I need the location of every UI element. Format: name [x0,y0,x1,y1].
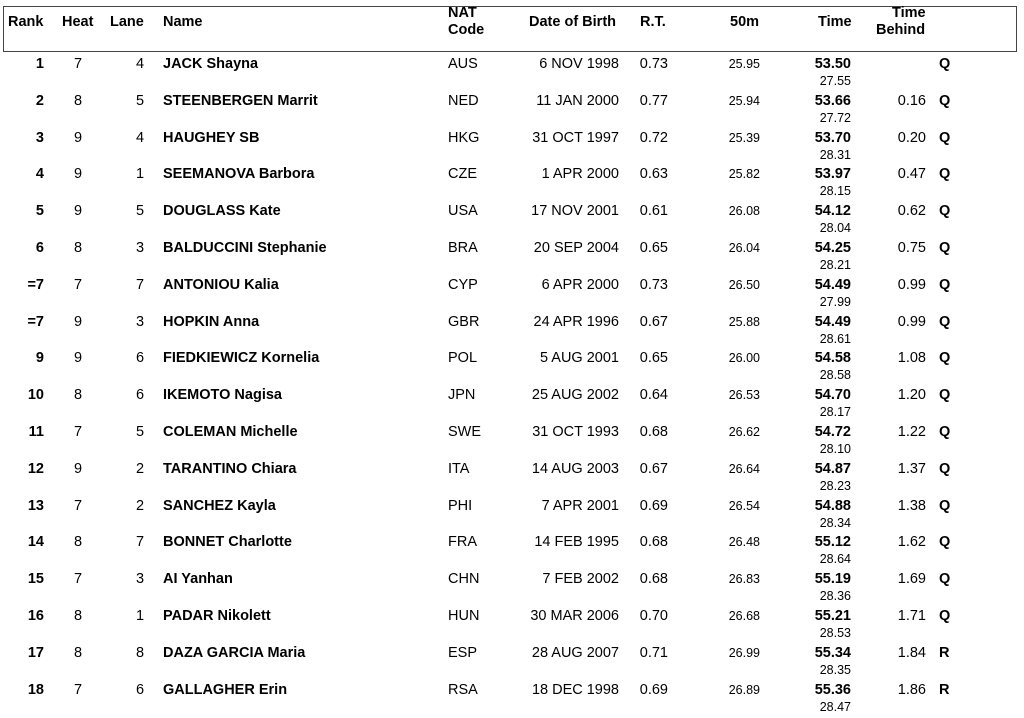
final-time: 55.21 [814,608,851,624]
split-50m: 26.99 [728,645,760,660]
final-time: 54.72 [814,424,851,440]
lane-cell: 6 [135,387,145,404]
lane-cell: 3 [135,240,145,256]
date-of-birth: 17 NOV 2001 [531,203,619,220]
table-row [0,166,1024,202]
second-split: 28.23 [819,478,851,493]
lane-cell: 3 [135,313,145,330]
final-time: 55.36 [814,681,851,698]
qualification-mark: Q [939,387,951,404]
date-of-birth: 7 FEB 2002 [542,571,619,588]
qualification-mark: Q [939,276,951,293]
athlete-name: STEENBERGEN Marrit [163,92,318,109]
table-row [0,314,1024,350]
nat-code: JPN [448,387,476,404]
athlete-name: SEEMANOVA Barbora [163,166,315,183]
final-time: 54.49 [814,313,851,330]
date-of-birth: 5 AUG 2001 [540,350,619,367]
header-50m: 50m [730,14,760,30]
header-dob: Date of Birth [529,14,616,30]
second-split: 28.34 [819,515,851,530]
rank-cell: 3 [35,129,44,146]
second-split: 28.36 [819,589,851,604]
split-50m: 26.89 [728,682,760,697]
reaction-time: 0.63 [639,166,668,183]
final-time: 53.50 [814,56,851,72]
athlete-name: DAZA GARCIA Maria [163,644,306,661]
table-row [0,387,1024,423]
lane-cell: 6 [135,681,145,698]
heat-cell: 7 [73,424,83,440]
date-of-birth: 20 SEP 2004 [533,240,619,256]
rank-cell: 14 [27,534,44,551]
second-split: 28.47 [819,699,851,714]
date-of-birth: 28 AUG 2007 [531,644,619,661]
second-split: 28.04 [819,221,851,236]
lane-cell: 3 [135,571,145,588]
heat-cell: 9 [73,129,83,146]
table-row [0,277,1024,313]
header-behind-line2: Behind [876,22,926,38]
date-of-birth: 11 JAN 2000 [536,92,619,109]
nat-code: HKG [448,129,480,146]
table-row [0,203,1024,239]
athlete-name: ANTONIOU Kalia [163,276,279,293]
qualification-mark: Q [939,313,951,330]
time-behind: 0.99 [897,313,926,330]
split-50m: 26.08 [728,204,760,219]
second-split: 28.10 [819,442,851,456]
split-50m: 26.48 [728,535,760,550]
date-of-birth: 14 FEB 1995 [534,534,619,551]
table-row [0,240,1024,276]
heat-cell: 7 [73,681,83,698]
qualification-mark: Q [939,350,951,367]
qualification-mark: R [939,681,950,698]
table-row [0,534,1024,570]
rank-cell: 15 [27,571,44,588]
split-50m: 25.94 [728,93,760,108]
lane-cell: 1 [135,608,145,624]
qualification-mark: Q [939,534,951,551]
split-50m: 26.62 [728,425,760,439]
qualification-mark: Q [939,424,951,440]
time-behind: 1.08 [897,350,926,367]
reaction-time: 0.68 [639,424,668,440]
reaction-time: 0.71 [639,644,668,661]
rank-cell: 6 [35,240,44,256]
athlete-name: HAUGHEY SB [163,129,260,146]
final-time: 54.70 [814,387,851,404]
second-split: 28.35 [819,662,851,677]
rank-cell: =7 [27,313,44,330]
second-split: 28.31 [819,147,851,162]
athlete-name: TARANTINO Chiara [163,460,297,477]
rank-cell: 4 [35,166,44,183]
lane-cell: 2 [135,497,145,514]
qualification-mark: Q [939,460,951,477]
heat-cell: 7 [73,276,83,293]
header-heat: Heat [62,14,94,30]
heat-cell: 8 [73,92,83,109]
header-nat-line2: Code [448,22,485,38]
time-behind: 1.84 [897,644,926,661]
qualification-mark: R [939,644,950,661]
date-of-birth: 18 DEC 1998 [531,681,619,698]
final-time: 54.58 [814,350,851,367]
rank-cell: 1 [35,56,44,72]
split-50m: 26.68 [728,609,760,623]
athlete-name: DOUGLASS Kate [163,203,281,220]
split-50m: 26.53 [728,388,760,403]
nat-code: ESP [448,644,478,661]
time-behind: 1.62 [897,534,926,551]
time-behind: 1.69 [897,571,926,588]
lane-cell: 8 [135,644,145,661]
table-row [0,645,1024,681]
nat-code: CHN [448,571,480,588]
second-split: 27.72 [819,110,851,125]
final-time: 54.88 [814,497,851,514]
qualification-mark: Q [939,571,951,588]
nat-code: FRA [448,534,477,551]
athlete-name: GALLAGHER Erin [163,681,288,698]
split-50m: 26.04 [728,241,760,255]
time-behind: 0.62 [897,203,926,220]
second-split: 28.61 [819,331,851,346]
reaction-time: 0.65 [639,240,668,256]
date-of-birth: 30 MAR 2006 [530,608,619,624]
time-behind: 1.20 [897,387,926,404]
second-split: 28.17 [819,405,851,420]
table-row [0,571,1024,607]
time-behind: 1.86 [897,681,926,698]
time-behind: 1.71 [897,608,926,624]
reaction-time: 0.73 [639,276,668,293]
qualification-mark: Q [939,56,951,72]
nat-code: POL [448,350,478,367]
nat-code: NED [448,92,479,109]
heat-cell: 9 [73,203,83,220]
rank-cell: 10 [27,387,44,404]
nat-code: ITA [448,460,470,477]
lane-cell: 5 [135,92,145,109]
rank-cell: 12 [27,460,44,477]
split-50m: 25.88 [728,314,760,329]
reaction-time: 0.70 [639,608,668,624]
date-of-birth: 31 OCT 1993 [532,424,619,440]
table-row [0,93,1024,129]
qualification-mark: Q [939,608,951,624]
reaction-time: 0.69 [639,497,668,514]
split-50m: 26.00 [728,351,760,366]
time-behind: 1.37 [897,460,926,477]
date-of-birth: 24 APR 1996 [533,313,619,330]
reaction-time: 0.61 [639,203,668,220]
heat-cell: 8 [73,608,83,624]
rank-cell: 16 [27,608,44,624]
final-time: 55.19 [814,571,851,588]
final-time: 54.25 [814,240,851,256]
rank-cell: 11 [28,424,44,440]
nat-code: CYP [448,276,478,293]
reaction-time: 0.67 [639,460,668,477]
nat-code: PHI [448,497,473,514]
second-split: 28.15 [819,184,851,199]
athlete-name: BALDUCCINI Stephanie [163,240,327,256]
date-of-birth: 7 APR 2001 [541,497,619,514]
athlete-name: FIEDKIEWICZ Kornelia [163,350,320,367]
athlete-name: IKEMOTO Nagisa [163,387,282,404]
table-row [0,608,1024,644]
second-split: 28.53 [819,626,851,640]
second-split: 28.21 [819,258,851,272]
qualification-mark: Q [939,166,951,183]
heat-cell: 7 [73,497,83,514]
reaction-time: 0.68 [639,571,668,588]
nat-code: AUS [448,56,478,72]
nat-code: HUN [448,608,480,624]
rank-cell: 2 [35,92,44,109]
lane-cell: 4 [135,129,145,146]
rank-cell: 13 [27,497,44,514]
nat-code: USA [448,203,478,220]
athlete-name: PADAR Nikolett [163,608,271,624]
header-nat-line1: NAT [448,5,477,21]
reaction-time: 0.77 [639,92,668,109]
qualification-mark: Q [939,129,951,146]
heat-cell: 9 [73,166,83,183]
reaction-time: 0.67 [639,313,668,330]
heat-cell: 9 [73,350,83,367]
date-of-birth: 25 AUG 2002 [531,387,619,404]
time-behind: 0.20 [897,129,926,146]
split-50m: 25.95 [728,57,760,71]
header-name: Name [163,14,203,30]
heat-cell: 8 [73,387,83,404]
header-behind-line1: Time [892,5,926,21]
heat-cell: 8 [73,644,83,661]
athlete-name: BONNET Charlotte [163,534,292,551]
date-of-birth: 1 APR 2000 [541,166,619,183]
split-50m: 26.83 [728,572,760,587]
lane-cell: 5 [135,424,145,440]
table-row [0,56,1024,92]
date-of-birth: 6 APR 2000 [541,276,619,293]
reaction-time: 0.65 [639,350,668,367]
final-time: 54.87 [814,460,851,477]
lane-cell: 7 [135,276,145,293]
time-behind: 1.22 [897,424,926,440]
nat-code: BRA [448,240,478,256]
qualification-mark: Q [939,497,951,514]
lane-cell: 7 [135,534,145,551]
header-lane: Lane [110,14,144,30]
lane-cell: 5 [135,203,145,220]
heat-cell: 9 [73,313,83,330]
athlete-name: HOPKIN Anna [163,313,260,330]
nat-code: SWE [448,424,482,440]
second-split: 28.64 [819,552,851,567]
qualification-mark: Q [939,240,951,256]
final-time: 54.49 [814,276,851,293]
time-behind: 0.47 [897,166,926,183]
time-behind: 1.38 [897,497,926,514]
athlete-name: SANCHEZ Kayla [163,497,276,514]
table-row [0,130,1024,166]
second-split: 27.99 [819,294,851,309]
final-time: 55.12 [814,534,851,551]
heat-cell: 7 [73,571,83,588]
final-time: 53.70 [814,129,851,146]
date-of-birth: 6 NOV 1998 [539,56,619,72]
athlete-name: JACK Shayna [163,56,259,72]
reaction-time: 0.68 [639,534,668,551]
time-behind: 0.16 [897,92,926,109]
lane-cell: 4 [135,56,145,72]
table-row [0,498,1024,534]
table-row [0,350,1024,386]
second-split: 27.55 [819,74,851,88]
reaction-time: 0.64 [639,387,668,404]
rank-cell: 17 [27,644,44,661]
rank-cell: 5 [35,203,44,220]
qualification-mark: Q [939,92,951,109]
rank-cell: =7 [27,276,44,293]
header-time: Time [818,14,852,30]
split-50m: 26.64 [728,461,760,476]
heat-cell: 9 [73,460,83,477]
athlete-name: AI Yanhan [163,571,233,588]
reaction-time: 0.69 [639,681,668,698]
lane-cell: 6 [135,350,145,367]
qualification-mark: Q [939,203,951,220]
heat-cell: 7 [73,56,83,72]
split-50m: 26.54 [728,498,760,513]
athlete-name: COLEMAN Michelle [163,424,298,440]
table-row [0,461,1024,497]
date-of-birth: 31 OCT 1997 [532,129,619,146]
reaction-time: 0.73 [639,56,668,72]
time-behind: 0.75 [897,240,926,256]
lane-cell: 1 [135,166,145,183]
rank-cell: 18 [27,681,44,698]
header-rank: Rank [8,14,44,30]
table-row [0,424,1024,460]
heat-cell: 8 [73,240,83,256]
lane-cell: 2 [135,460,145,477]
reaction-time: 0.72 [639,129,668,146]
nat-code: CZE [448,166,477,183]
split-50m: 25.82 [728,167,760,182]
table-row [0,682,1024,718]
second-split: 28.58 [819,368,851,383]
nat-code: GBR [448,313,480,330]
split-50m: 26.50 [728,277,760,292]
final-time: 55.34 [814,644,851,661]
final-time: 53.66 [814,92,851,109]
rank-cell: 9 [35,350,44,367]
date-of-birth: 14 AUG 2003 [531,460,619,477]
final-time: 53.97 [814,166,851,183]
final-time: 54.12 [814,203,851,220]
split-50m: 25.39 [728,130,760,145]
nat-code: RSA [448,681,478,698]
header-rt: R.T. [640,14,666,30]
time-behind: 0.99 [897,276,926,293]
heat-cell: 8 [73,534,83,551]
